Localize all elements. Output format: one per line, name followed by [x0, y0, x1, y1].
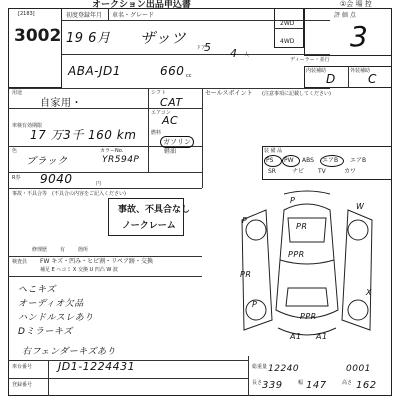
mark-front: P — [290, 196, 296, 205]
fuel-other: 軽油 — [164, 148, 177, 155]
length-value: 339 — [262, 380, 283, 391]
width-value: 147 — [306, 380, 327, 391]
color-value: ブラック — [26, 156, 68, 167]
height-label: 高さ — [342, 380, 353, 386]
equip-ps-circle — [264, 155, 282, 167]
first-reg-value: 19 6月 — [66, 31, 111, 46]
car-name-label: 車名・グレード — [112, 12, 155, 19]
repair-count-label: 箇所 — [78, 247, 89, 253]
chassis-value: JD1-1224431 — [58, 360, 136, 373]
fuel-value: ガソリン — [160, 136, 194, 148]
rating-label: 評 価 点 — [334, 12, 356, 19]
equip-pw-circle — [282, 155, 300, 167]
inspection-label: 車検有効期限 — [12, 123, 43, 129]
ac-label: エアコン — [151, 110, 171, 116]
recycle-value: 9040 — [40, 172, 73, 186]
sales-point-note: (注意事項に記載してください) — [262, 91, 331, 97]
exterior-grade: C — [368, 72, 377, 86]
note-2: オーディオ欠品 — [18, 299, 84, 309]
drive-2wd: 2WD — [280, 20, 295, 27]
exterior-label: 外装補助 — [350, 68, 371, 74]
dealer-note: ディーラー・並行 — [290, 57, 330, 63]
doors-value: 5 — [204, 41, 212, 54]
mark-right-x: X — [366, 288, 372, 297]
first-reg-label: 初度登録年月 — [66, 12, 103, 19]
shift-value: CAT — [160, 96, 183, 109]
mark-rear-bumper-1: A1 — [290, 332, 302, 341]
rear-window-outline — [286, 288, 328, 306]
note-3: ハンドルスレあり — [18, 313, 94, 323]
fuel-label: 燃料 — [151, 130, 162, 136]
ac-value: AC — [162, 114, 179, 127]
front-left-wheel — [246, 220, 266, 240]
chassis-label: 車台番号 — [12, 364, 33, 370]
interior-grade: D — [326, 72, 336, 86]
defect-label: 事故・不具合等 — [12, 191, 48, 197]
mark-rear-bumper-2: A1 — [316, 332, 328, 341]
rear-right-wheel — [348, 300, 368, 320]
total-weight-label: 総重量 — [252, 364, 268, 370]
shift-label: シフト — [151, 90, 167, 96]
repair-label: 修理歴 — [32, 247, 48, 253]
legend-line2: 補足 E ヘコミ X 交換 U 凹凸 W 波 — [40, 267, 118, 273]
interior-label: 内装補助 — [306, 68, 327, 74]
width-label: 幅 — [298, 380, 304, 386]
mark-rear-left: P — [252, 300, 258, 309]
venue-copy-label: ①会 場 控 — [340, 0, 372, 8]
use-label: 用途 — [12, 90, 23, 96]
repair-value: 有 — [60, 247, 66, 253]
drive-4wd: 4WD — [280, 38, 295, 45]
color-code: YR594P — [102, 155, 140, 165]
equip-airbag-1: エアB — [322, 157, 339, 164]
equip-navi: ナビ — [292, 168, 305, 175]
length-label: 長さ — [252, 380, 263, 386]
equip-abs: ABS — [302, 157, 314, 164]
bottom-note: 右フェンダーキズあり — [22, 347, 117, 357]
mark-roof: PPR — [288, 250, 305, 259]
equip-pw: PW — [284, 157, 294, 164]
legend-line: FW キズ・凹み・ヒビ割・リペア跡・交換 — [40, 258, 154, 265]
doors-label: ドア — [196, 45, 206, 51]
displacement-unit: cc — [186, 73, 192, 79]
capacity-value: 0001 — [346, 364, 371, 374]
lot-block — [8, 8, 62, 88]
equip-airbag-circle — [320, 155, 344, 167]
recycle-label: R券 — [12, 175, 21, 181]
sales-point-label: セールスポイント — [205, 90, 253, 97]
car-name-value: ザッツ — [140, 29, 187, 47]
seats-value: 4 — [230, 47, 238, 60]
color-label: 色 — [12, 148, 18, 154]
lot-number: 3002 — [14, 26, 62, 46]
equip-sr: SR — [268, 168, 276, 175]
recycle-unit: 円 — [96, 181, 102, 187]
equipment-label: 装 備 品 — [264, 148, 283, 154]
sheet-title: オークション出品申込書 — [92, 0, 191, 10]
no-claim-line1: 事故、不具合なし — [118, 205, 191, 215]
equip-leather: カワ — [344, 168, 357, 175]
lot-code: [2183] — [18, 11, 35, 17]
inspector-label: 検査員 — [12, 259, 28, 265]
total-weight-value: 12240 — [268, 364, 300, 374]
no-claim-line2: ノークレーム — [122, 221, 176, 231]
equip-ps: PS — [266, 157, 274, 164]
model-code-value: ABA-JD1 — [68, 64, 121, 78]
inspection-value: 17 万3千 160 km — [30, 128, 137, 142]
equip-airbag-2: エアB — [350, 157, 367, 164]
height-value: 162 — [356, 380, 377, 391]
mark-trunk: PPR — [300, 312, 317, 321]
color-code-label: カラーNo. — [100, 148, 124, 154]
car-body-outline — [276, 260, 338, 318]
defect-note: (不具合の内容をご記入ください) — [52, 191, 126, 197]
mark-left-front: P — [242, 216, 248, 225]
displacement-value: 660 — [160, 64, 185, 78]
reg-label: 登録番号 — [12, 382, 33, 388]
use-value: 自家用・ — [40, 98, 82, 109]
front-bumper-outline — [284, 191, 330, 194]
note-1: へこキズ — [18, 285, 56, 295]
rating-value: 3 — [350, 20, 369, 53]
mark-left-rear: PR — [240, 270, 252, 279]
equip-tv: TV — [318, 168, 326, 175]
note-4: Dミラーキズ — [18, 327, 73, 337]
seats-label: 人 — [244, 52, 250, 58]
mark-hood: PR — [296, 222, 308, 231]
front-right-wheel — [348, 220, 368, 240]
mark-right-front: W — [356, 202, 365, 211]
